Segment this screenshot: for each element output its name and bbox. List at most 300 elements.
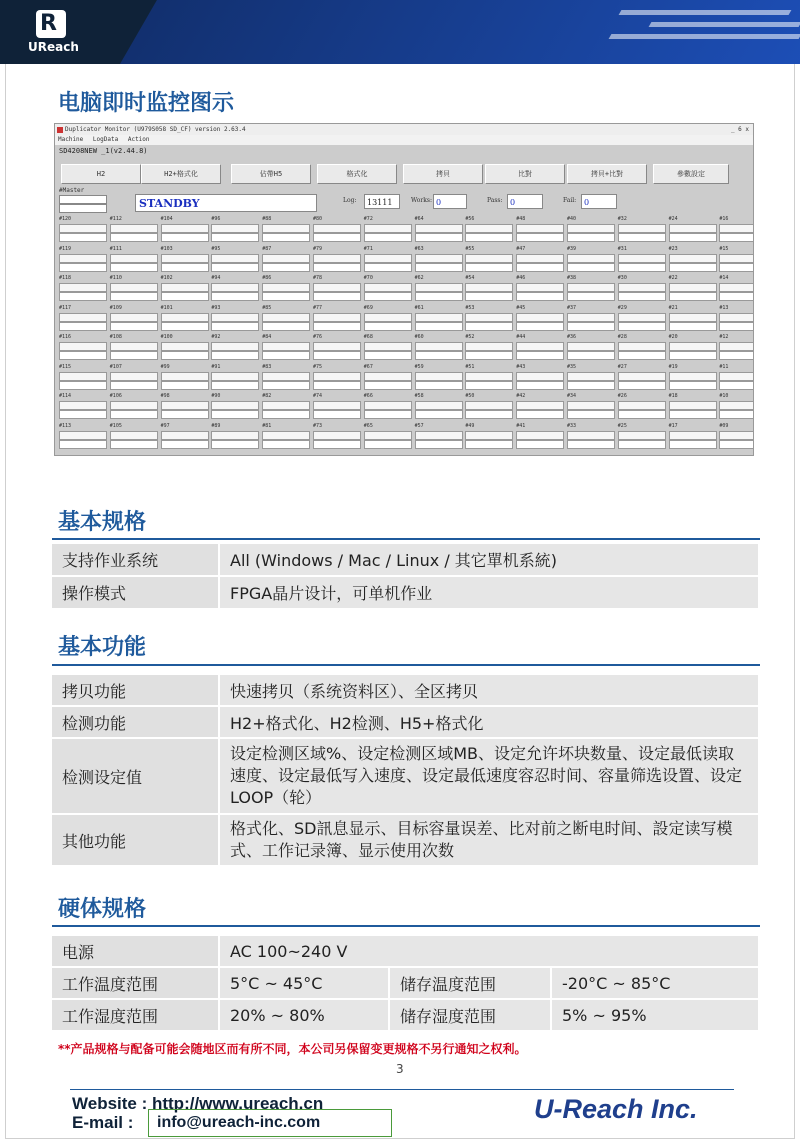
slot-label: #110 <box>109 275 122 281</box>
slot-field <box>364 233 412 242</box>
monitor-button[interactable]: 參數設定 <box>653 164 729 184</box>
slot-field <box>516 342 564 351</box>
slot-field <box>618 401 666 410</box>
slot-field <box>364 342 412 351</box>
slot-field <box>618 342 666 351</box>
slot-label: #86 <box>262 275 272 281</box>
slot-label: #54 <box>465 275 475 281</box>
slot-label: #45 <box>516 304 526 311</box>
slot-field <box>618 254 666 263</box>
slot-field <box>211 342 259 351</box>
pass-value: 0 <box>507 194 543 209</box>
slot-field <box>516 254 564 263</box>
hw-value: -20°C ~ 85°C <box>550 968 758 998</box>
slot-field <box>719 254 754 263</box>
table-row <box>52 815 758 865</box>
slot-field <box>364 254 412 263</box>
monitor-button[interactable]: 比對 <box>485 164 565 184</box>
hw-label: 电源 <box>52 936 218 966</box>
slot-label: #81 <box>262 422 272 429</box>
menu-action[interactable]: Action <box>127 136 150 143</box>
logo-text: UReach <box>28 40 79 54</box>
section-title-monitor: 电脑即时监控图示 <box>58 91 235 116</box>
slot-label: #104 <box>160 216 173 222</box>
func-label: 拷贝功能 <box>52 675 218 705</box>
slot-field <box>415 372 463 381</box>
slot-label: #22 <box>668 275 678 281</box>
slot-label: #09 <box>719 422 729 429</box>
slot-field <box>618 322 666 331</box>
slot-field <box>415 283 463 292</box>
slot-field <box>516 322 564 331</box>
slot-field <box>516 381 564 390</box>
slot-field <box>567 372 615 381</box>
table-row <box>52 1000 758 1030</box>
slot-field <box>364 401 412 410</box>
slot-field <box>59 351 107 360</box>
slot-label: #99 <box>160 363 170 370</box>
slot-field <box>567 381 615 390</box>
slot-field <box>211 440 259 449</box>
slot-field <box>669 233 717 242</box>
hw-value: 20% ~ 80% <box>218 1000 388 1030</box>
slot-field <box>211 263 259 272</box>
slot-label: #16 <box>719 216 729 222</box>
slot-field <box>465 342 513 351</box>
monitor-button[interactable]: H2+格式化 <box>141 164 221 184</box>
slot-field <box>669 440 717 449</box>
slot-field <box>719 233 754 242</box>
slot-field <box>59 283 107 292</box>
slot-label: #109 <box>109 304 122 311</box>
slot-label: #39 <box>567 245 577 252</box>
slot-field <box>669 292 717 301</box>
slot-label: #107 <box>109 363 122 370</box>
spec-value: FPGA晶片设计，可单机作业 <box>218 577 758 608</box>
slot-field <box>110 224 158 233</box>
slot-label: #28 <box>617 334 627 340</box>
slot-field <box>415 440 463 449</box>
slot-label: #37 <box>567 304 577 311</box>
slot-field <box>262 263 310 272</box>
monitor-menubar <box>55 135 753 145</box>
slot-field <box>364 440 412 449</box>
slot-label: #69 <box>363 304 373 311</box>
slot-field <box>516 401 564 410</box>
slot-label: #59 <box>414 363 424 370</box>
menu-logdata[interactable]: LogData <box>92 136 119 143</box>
slot-field <box>110 342 158 351</box>
slot-label: #106 <box>109 393 122 399</box>
slot-field <box>211 372 259 381</box>
slot-field <box>364 431 412 440</box>
slot-field <box>364 313 412 322</box>
slot-field <box>161 431 209 440</box>
slot-label: #41 <box>516 422 526 429</box>
slot-label: #50 <box>465 393 475 399</box>
slot-field <box>262 440 310 449</box>
slot-field <box>415 322 463 331</box>
slot-field <box>59 233 107 242</box>
slot-field <box>262 224 310 233</box>
slot-field <box>110 322 158 331</box>
slot-field <box>110 431 158 440</box>
slot-field <box>211 224 259 233</box>
slot-label: #12 <box>719 334 729 340</box>
slot-field <box>161 283 209 292</box>
func-label: 其他功能 <box>52 815 218 865</box>
slot-field <box>415 233 463 242</box>
slot-field <box>313 440 361 449</box>
slot-label: #29 <box>617 304 627 311</box>
master-label: #Master <box>59 187 85 194</box>
slot-label: #26 <box>617 393 627 399</box>
slot-field <box>364 351 412 360</box>
slot-field <box>161 322 209 331</box>
slot-label: #18 <box>668 393 678 399</box>
slot-field <box>516 372 564 381</box>
slot-label: #116 <box>59 334 72 340</box>
slot-field <box>516 351 564 360</box>
hw-value: 5°C ~ 45°C <box>218 968 388 998</box>
slot-field <box>59 292 107 301</box>
slot-field <box>618 263 666 272</box>
slot-label: #74 <box>313 393 323 399</box>
monitor-button[interactable]: H2 <box>61 164 141 184</box>
slot-label: #61 <box>414 304 424 311</box>
hw-label: 工作湿度范围 <box>52 1000 218 1030</box>
monitor-button[interactable]: 佔帶H5 <box>231 164 311 184</box>
slot-label: #72 <box>363 216 373 222</box>
slot-field <box>211 410 259 419</box>
slot-label: #30 <box>617 275 627 281</box>
slot-field <box>516 292 564 301</box>
slot-field <box>364 322 412 331</box>
slot-field <box>465 224 513 233</box>
fail-label: Fail: <box>563 197 577 204</box>
func-label: 检测功能 <box>52 707 218 737</box>
slot-field <box>719 440 754 449</box>
slot-field <box>415 342 463 351</box>
footer-email[interactable]: info@ureach-inc.com <box>148 1109 392 1137</box>
slot-field <box>262 351 310 360</box>
slot-field <box>364 372 412 381</box>
hw-value: AC 100~240 V <box>218 936 758 966</box>
slot-field <box>719 431 754 440</box>
slot-field <box>719 351 754 360</box>
spec-value: All (Windows / Mac / Linux / 其它單机系統) <box>218 544 758 575</box>
slot-field <box>59 440 107 449</box>
slot-field <box>567 431 615 440</box>
slot-label: #88 <box>262 216 272 222</box>
slot-field <box>313 410 361 419</box>
slot-field <box>567 410 615 419</box>
slot-field <box>465 322 513 331</box>
slot-label: #68 <box>363 334 373 340</box>
slot-field <box>313 224 361 233</box>
slot-label: #55 <box>465 245 475 252</box>
slot-field <box>618 381 666 390</box>
slot-field <box>719 313 754 322</box>
table-row <box>52 577 758 608</box>
slot-field <box>364 224 412 233</box>
slot-label: #14 <box>719 275 729 281</box>
slot-label: #120 <box>59 216 72 222</box>
slot-label: #92 <box>211 334 221 340</box>
slot-label: #70 <box>363 275 373 281</box>
slot-field <box>262 431 310 440</box>
slot-label: #56 <box>465 216 475 222</box>
slot-label: #21 <box>668 304 678 311</box>
slot-label: #11 <box>719 363 729 370</box>
slot-field <box>59 263 107 272</box>
slot-label: #47 <box>516 245 526 252</box>
slot-label: #73 <box>313 422 323 429</box>
monitor-screenshot <box>54 123 754 456</box>
window-controls[interactable]: _ 6 x <box>730 126 749 133</box>
slot-field <box>161 410 209 419</box>
slot-field <box>313 263 361 272</box>
slot-field <box>110 372 158 381</box>
slot-field <box>313 233 361 242</box>
slot-field <box>211 322 259 331</box>
slot-field <box>59 313 107 322</box>
slot-label: #63 <box>414 245 424 252</box>
slot-label: #48 <box>516 216 526 222</box>
slot-label: #40 <box>567 216 577 222</box>
slot-field <box>313 342 361 351</box>
slot-field <box>161 381 209 390</box>
slot-field <box>516 313 564 322</box>
slot-label: #113 <box>59 422 72 429</box>
header-band <box>0 0 800 64</box>
slot-field <box>669 351 717 360</box>
slot-label: #42 <box>516 393 526 399</box>
slot-field <box>262 381 310 390</box>
slot-field <box>719 263 754 272</box>
slot-field <box>465 283 513 292</box>
slot-label: #62 <box>414 275 424 281</box>
slot-field <box>669 401 717 410</box>
fail-value: 0 <box>581 194 617 209</box>
slot-field <box>567 263 615 272</box>
slot-field <box>110 254 158 263</box>
slot-field <box>567 342 615 351</box>
slot-label: #23 <box>668 245 678 252</box>
table-row <box>52 707 758 737</box>
slot-field <box>110 440 158 449</box>
slot-field <box>110 233 158 242</box>
slot-field <box>669 410 717 419</box>
slot-field <box>262 313 310 322</box>
slot-field <box>59 372 107 381</box>
slot-field <box>161 440 209 449</box>
slot-label: #85 <box>262 304 272 311</box>
slot-field <box>59 381 107 390</box>
slot-field <box>262 233 310 242</box>
section-title-functions: 基本功能 <box>58 635 147 660</box>
slot-field <box>161 372 209 381</box>
monitor-button[interactable]: 拷貝 <box>403 164 483 184</box>
spec-label: 操作模式 <box>52 577 218 608</box>
slot-field <box>364 381 412 390</box>
disclaimer-note: **产品规格与配备可能会随地区而有所不同，本公司另保留变更规格不另行通知之权利。 <box>58 1042 527 1056</box>
slot-field <box>567 351 615 360</box>
slot-field <box>262 342 310 351</box>
func-label: 检测设定值 <box>52 739 218 813</box>
slot-field <box>567 313 615 322</box>
slot-label: #93 <box>211 304 221 311</box>
spec-table <box>52 542 758 610</box>
slot-field <box>719 292 754 301</box>
slot-field <box>364 263 412 272</box>
slot-field <box>567 401 615 410</box>
slot-field <box>516 440 564 449</box>
func-value: 设定检测区域%、设定检测区域MB、设定允许坏块数量、设定最低读取速度、设定最低写入速度、设定最低速度容忍时间、容量筛选设置、设定LOOP（轮） <box>218 739 758 813</box>
slot-label: #64 <box>414 216 424 222</box>
slot-field <box>719 283 754 292</box>
section-title-spec: 基本规格 <box>58 510 147 535</box>
slot-field <box>465 440 513 449</box>
slot-field <box>465 351 513 360</box>
slot-label: #25 <box>617 422 627 429</box>
slot-label: #36 <box>567 334 577 340</box>
slot-field <box>110 313 158 322</box>
monitor-titlebar: Duplicator Monitor (U979S058 SD_CF) version 2.63.4 _ 6 x <box>55 124 753 135</box>
slot-field <box>262 322 310 331</box>
slot-field <box>415 313 463 322</box>
func-value: 快速拷贝（系统资料区）、全区拷贝 <box>218 675 758 705</box>
slot-field <box>211 401 259 410</box>
slot-label: #80 <box>313 216 323 222</box>
app-icon <box>57 127 63 133</box>
slot-field <box>516 283 564 292</box>
section-rule <box>52 925 760 927</box>
slot-field <box>719 322 754 331</box>
slot-field <box>59 431 107 440</box>
section-rule <box>52 538 760 540</box>
slot-field <box>211 313 259 322</box>
slot-field <box>516 431 564 440</box>
slot-field <box>313 292 361 301</box>
slot-label: #49 <box>465 422 475 429</box>
slot-field <box>516 410 564 419</box>
slot-field <box>211 431 259 440</box>
slot-label: #97 <box>160 422 170 429</box>
slot-field <box>618 283 666 292</box>
slot-label: #57 <box>414 422 424 429</box>
slot-field <box>313 322 361 331</box>
slot-label: #27 <box>617 363 627 370</box>
slot-field <box>618 372 666 381</box>
status-field: STANDBY <box>135 194 317 212</box>
slot-field <box>110 351 158 360</box>
slot-label: #17 <box>668 422 678 429</box>
slot-field <box>262 292 310 301</box>
slot-field <box>719 342 754 351</box>
slot-label: #53 <box>465 304 475 311</box>
slot-field <box>618 431 666 440</box>
footer-email-label: E-mail : <box>72 1113 134 1132</box>
slot-field <box>567 233 615 242</box>
monitor-button[interactable]: 格式化 <box>317 164 397 184</box>
slot-field <box>465 292 513 301</box>
slot-field <box>313 431 361 440</box>
slot-field <box>415 292 463 301</box>
section-rule <box>52 664 760 666</box>
slot-label: #115 <box>59 363 72 370</box>
slot-field <box>415 410 463 419</box>
table-row <box>52 739 758 813</box>
slot-field <box>211 292 259 301</box>
slot-label: #34 <box>567 393 577 399</box>
footer-website[interactable]: Website : http://www.ureach.cn <box>72 1094 324 1113</box>
slot-label: #46 <box>516 275 526 281</box>
slot-field <box>719 381 754 390</box>
slot-field <box>59 410 107 419</box>
hw-label: 储存温度范围 <box>388 968 550 998</box>
slot-label: #43 <box>516 363 526 370</box>
slot-field <box>161 292 209 301</box>
page-number: 3 <box>396 1062 404 1076</box>
slot-field <box>669 381 717 390</box>
slot-label: #78 <box>313 275 323 281</box>
slot-label: #114 <box>59 393 72 399</box>
slot-label: #89 <box>211 422 221 429</box>
slot-field <box>313 313 361 322</box>
slot-field <box>415 431 463 440</box>
slot-label: #112 <box>109 216 122 222</box>
works-value: 0 <box>433 194 467 209</box>
slot-field <box>211 381 259 390</box>
slot-label: #52 <box>465 334 475 340</box>
table-row <box>52 968 758 998</box>
hw-label: 工作温度范围 <box>52 968 218 998</box>
slot-field <box>161 233 209 242</box>
slot-label: #32 <box>617 216 627 222</box>
slot-field <box>465 431 513 440</box>
slot-field <box>618 440 666 449</box>
slot-field <box>262 410 310 419</box>
slot-field <box>618 292 666 301</box>
slot-field <box>567 292 615 301</box>
slot-field <box>567 224 615 233</box>
slot-label: #103 <box>160 245 173 252</box>
slot-field <box>211 254 259 263</box>
logo-icon: R <box>36 10 66 38</box>
slot-field <box>313 283 361 292</box>
slot-field <box>211 351 259 360</box>
slot-field <box>161 313 209 322</box>
monitor-button[interactable]: 拷貝+比對 <box>567 164 647 184</box>
slot-field <box>161 263 209 272</box>
slot-label: #33 <box>567 422 577 429</box>
slot-label: #102 <box>160 275 173 281</box>
slot-label: #87 <box>262 245 272 252</box>
slot-field <box>161 224 209 233</box>
slot-label: #44 <box>516 334 526 340</box>
slot-field <box>110 401 158 410</box>
menu-machine[interactable]: Machine <box>58 136 84 143</box>
slot-field <box>465 381 513 390</box>
slot-field <box>465 313 513 322</box>
slot-field <box>161 401 209 410</box>
slot-field <box>719 401 754 410</box>
slot-field <box>516 233 564 242</box>
slot-label: #83 <box>262 363 272 370</box>
slot-label: #79 <box>313 245 323 252</box>
slot-field <box>313 351 361 360</box>
